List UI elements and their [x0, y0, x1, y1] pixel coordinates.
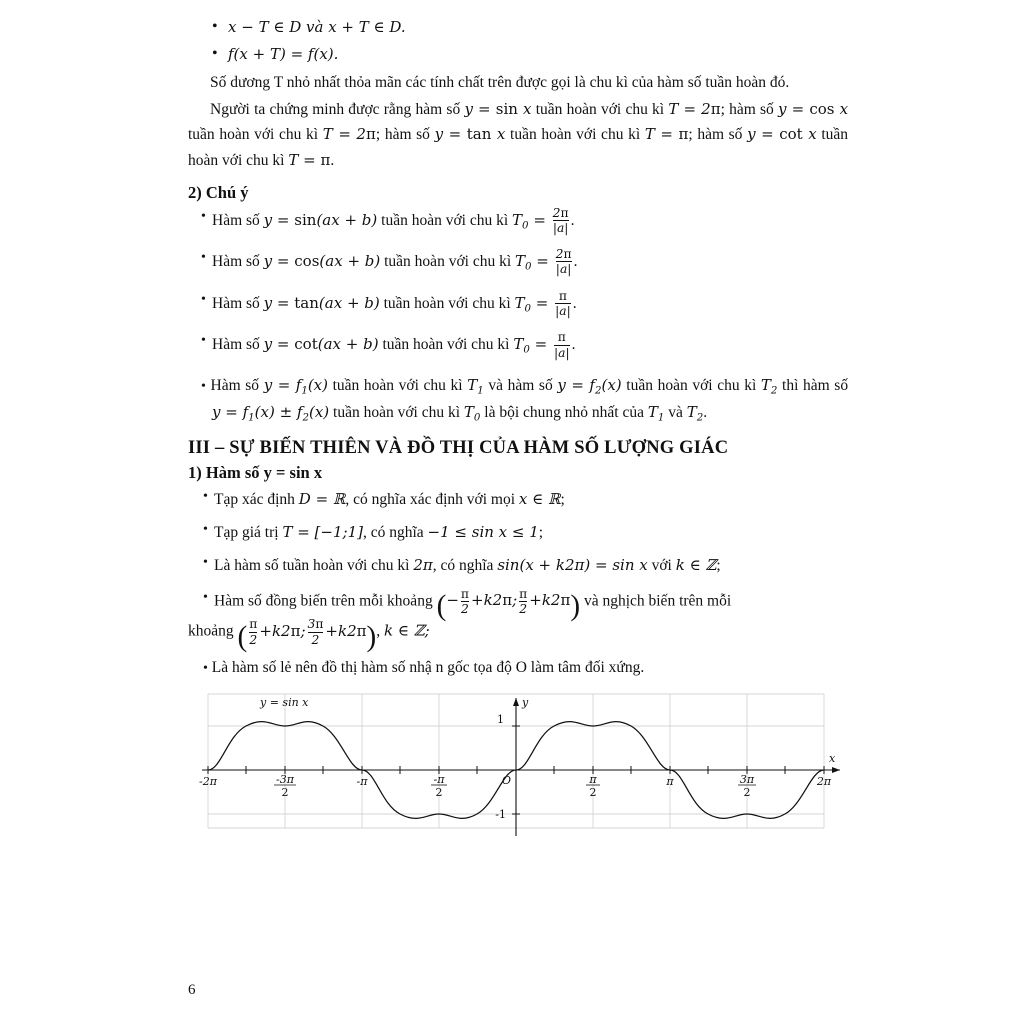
text-fragment: và	[668, 403, 683, 421]
bullet-glyph: •	[201, 378, 206, 394]
bullet-glyph: •	[203, 660, 208, 676]
list-item: • Hàm số y = tan(ax + b) tuần hoàn với chu kì $T_0$ = $\frac{\pi}{|a|}$ .	[212, 290, 848, 319]
text-fragment: tuần hoàn với chu kì	[188, 126, 849, 169]
text-fragment: Là hàm số lẻ nên đồ thị hàm số nhậ n gốc tọa độ O làm tâm đối xứng.	[211, 658, 645, 676]
list-item: • Hàm số y = sin(ax + b) tuần hoàn với chu kì $T_0$ = $\frac{2\pi}{|a|}$ .	[212, 207, 848, 236]
math-func-name: sin	[294, 210, 317, 229]
text-fragment: chu kì	[717, 376, 757, 394]
list-item	[214, 553, 848, 579]
text-fragment: ;	[560, 491, 565, 509]
math-T2-b: $T_2$	[686, 402, 704, 423]
x-axis-arrow	[832, 767, 840, 773]
x-tick-label-2pi: 2π	[816, 775, 832, 789]
svg-text:2: 2	[281, 786, 289, 800]
math-y-cot-x: y = cot x	[747, 125, 817, 144]
math-expression: f(x + T) = f(x).	[228, 45, 339, 64]
svg-text:2: 2	[743, 786, 751, 800]
math-y-cos-x: y = cos x	[778, 100, 849, 119]
list-item	[228, 41, 848, 68]
math-func-name: tan	[294, 293, 319, 312]
text-fragment: và hàm số	[488, 376, 553, 394]
svg-text:3π: 3π	[739, 773, 755, 787]
subsection-title: 1) Hàm số y = sin x	[188, 463, 323, 483]
text-fragment: Hàm số	[212, 253, 260, 271]
text-fragment: Hàm số	[212, 294, 260, 312]
top-bullet-list	[188, 14, 848, 68]
text-fragment: hàm số	[697, 126, 743, 144]
text-fragment: và nghịch biến trên mỗi	[583, 592, 732, 610]
text-fragment: ;	[716, 556, 721, 574]
math-f2: $y = f_2(x)$	[557, 375, 622, 397]
page-content	[188, 14, 848, 846]
x-tick-label-pi-2	[586, 773, 600, 799]
note-sum-period: • Hàm số $y = f_1(x)$ tuần hoàn với chu kì $T_1$ và hàm số $y = f_2(x)$ tuần hoàn với chu kì $T_2$ thì hàm số $y = f_1(x) \pm f_2(x)$ tuần hoàn với chu kì $T_0$ là bội chung nhỏ nhất của $T_1$ và $T_2$.	[201, 375, 849, 423]
y-axis-arrow	[513, 698, 519, 706]
odd-function-line	[188, 655, 848, 681]
math-y-tan-x: y = tan x	[434, 125, 506, 144]
text-fragment: khoảng	[188, 622, 234, 640]
text-fragment: tuần hoàn với chu kì	[535, 101, 665, 119]
math-T-pi: T = π	[644, 125, 689, 144]
x-tick-label-negpi: -π	[356, 775, 368, 789]
text-fragment: với	[651, 556, 672, 574]
list-item	[214, 520, 848, 546]
text-fragment: tuần hoàn với chu kì	[382, 336, 510, 354]
x-tick-label-pi: π	[666, 775, 674, 789]
text-fragment: tuần hoàn với chu kì	[381, 211, 509, 229]
x-tick-label-negpi-2	[431, 773, 447, 799]
math-T1: $T_1$	[467, 375, 484, 397]
text-fragment: , có nghĩa	[362, 524, 424, 542]
sine-graph	[188, 686, 848, 846]
y-tick-label-neg1: -1	[495, 808, 506, 822]
math-function: y = tan(ax + b)	[263, 293, 380, 312]
math-x-in-R: x ∈ ℝ	[518, 490, 561, 509]
decreasing-interval-line: khoảng ( $\frac{\pi}{2}$ +k2π; $\frac{3\pi}{2}$ +k2π), k ∈ ℤ;	[188, 617, 430, 653]
math-T-2pi: T = 2π	[668, 100, 721, 119]
text-fragment: Hàm số	[212, 211, 260, 229]
list-item: • Hàm số y = cos(ax + b) tuần hoàn với chu kì $T_0$ = $\frac{2\pi}{|a|}$ .	[212, 248, 848, 277]
paragraph-period-definition: Số dương T nhỏ nhất thỏa mãn các tính chất trên được gọi là chu kì của hàm số tuần hoàn đó.	[210, 74, 790, 92]
text-fragment: Hàm số đồng biến trên mỗi khoảng	[214, 592, 433, 610]
text-fragment: hàm số	[729, 101, 774, 119]
text-fragment: Người ta chứng minh được rằng hàm số	[210, 101, 461, 119]
math-T0: $T_0$	[463, 402, 481, 423]
svg-text:π: π	[589, 773, 597, 787]
math-increasing-interval: (− $\frac{\pi}{2}$ +k2π; $\frac{\pi}{2}$ +k2π)	[436, 586, 581, 623]
math-decreasing-interval: ( $\frac{\pi}{2}$ +k2π; $\frac{3\pi}{2}$ +k2π)	[237, 617, 377, 653]
text-fragment: của	[622, 403, 644, 421]
math-domain: D = ℝ	[298, 490, 346, 509]
math-period-2pi: 2π	[413, 555, 433, 574]
text-fragment: Hàm số	[210, 376, 260, 394]
math-func-arg: (ax + b)	[316, 210, 378, 229]
math-function: y = cot(ax + b)	[263, 335, 379, 354]
text-fragment: tuần hoàn với chu kì	[510, 126, 641, 144]
text-fragment: ;	[538, 524, 544, 542]
text-fragment: tuần hoàn với chu kì	[188, 126, 319, 144]
math-inequality: −1 ≤ sin x ≤ 1	[427, 523, 539, 542]
text-fragment: , có nghĩa xác định với mọi	[345, 491, 516, 509]
x-tick-label-3pi-2	[738, 773, 756, 799]
math-y-sin-x: y = sin x	[464, 100, 532, 119]
chart-axes	[202, 698, 840, 836]
sine-graph-svg	[188, 686, 848, 846]
heading-note: 2) Chú ý	[188, 182, 249, 202]
text-fragment: là bội chung nhỏ nhất	[484, 403, 619, 421]
math-T2: $T_2$	[760, 375, 778, 397]
math-k-in-Z-2: k ∈ ℤ;	[384, 621, 430, 640]
text-fragment: tuần hoàn với	[626, 376, 713, 394]
math-T1-b: $T_1$	[647, 402, 665, 423]
text-fragment: Là hàm số tuần hoàn với chu kì	[214, 556, 410, 574]
text-fragment: hàm số	[384, 126, 430, 144]
math-func-arg: (ax + b)	[318, 293, 380, 312]
math-period: $T_0$ = $\frac{\pi}{|a|}$	[514, 288, 571, 319]
math-k-in-Z: k ∈ ℤ	[675, 555, 717, 574]
note-list	[188, 207, 848, 360]
text-fragment: tuần hoàn với chu kì	[332, 376, 463, 394]
text-fragment: , có nghĩa	[432, 556, 494, 574]
math-range: T = [−1;1]	[282, 523, 363, 542]
math-function: y = cos(ax + b)	[263, 252, 381, 271]
math-f1-pm-f2: $y = f_1(x) \pm f_2(x)$	[212, 402, 330, 423]
curve-label: y = sin x	[260, 696, 309, 710]
math-func-arg: (ax + b)	[317, 335, 379, 354]
math-periodic-identity: sin(x + k2π) = sin x	[497, 555, 648, 574]
svg-text:2: 2	[589, 786, 597, 800]
list-item	[214, 586, 848, 623]
page-number: 6	[188, 982, 196, 998]
text-fragment: Tạp giá trị	[214, 524, 279, 542]
svg-text:-π: -π	[433, 773, 445, 787]
section-title: III – SỰ BIẾN THIÊN VÀ ĐỒ THỊ CỦA HÀM SỐ LƯỢNG GIÁC	[188, 438, 729, 459]
math-T-2pi-2: T = 2π	[322, 125, 376, 144]
math-period: $T_0$ = $\frac{2\pi}{|a|}$	[515, 247, 572, 277]
math-func-name: cos	[294, 252, 320, 271]
math-f1: $y = f_1(x)$	[263, 375, 328, 397]
text-fragment: tuần hoàn với chu kì	[384, 253, 512, 271]
text-fragment: Hàm số	[212, 336, 260, 354]
math-period: $T_0$ = $\frac{2\pi}{|a|}$	[512, 205, 569, 235]
svg-text:2: 2	[435, 786, 443, 800]
x-tick-label-neg2pi: -2π	[199, 775, 217, 789]
list-item: • Hàm số y = cot(ax + b) tuần hoàn với chu kì $T_0$ = $\frac{\pi}{|a|}$ .	[212, 331, 848, 360]
math-period: $T_0$ = $\frac{\pi}{|a|}$	[513, 330, 570, 360]
text-fragment: Tạp xác định	[214, 491, 295, 509]
x-tick-label-neg3pi-2	[274, 773, 296, 799]
sin-properties-list	[188, 487, 848, 623]
math-func-name: cot	[294, 335, 318, 354]
text-fragment: tuần hoàn với chu kì	[333, 403, 461, 421]
origin-label: O	[502, 774, 512, 788]
x-axis-label: x	[829, 752, 836, 766]
list-item	[228, 14, 848, 41]
y-tick-label-1: 1	[497, 713, 504, 727]
math-function: y = sin(ax + b)	[263, 210, 378, 229]
text-fragment: thì hàm số	[782, 376, 849, 394]
svg-text:-3π: -3π	[276, 773, 294, 787]
math-func-arg: (ax + b)	[319, 252, 381, 271]
text-fragment: tuần hoàn với chu kì	[383, 294, 511, 312]
y-axis-label: y	[522, 696, 529, 710]
list-item	[214, 487, 848, 513]
math-expression: x − T ∈ D và x + T ∈ D.	[228, 18, 406, 36]
paragraph-known-periods: Người ta chứng minh được rằng hàm số y = sin x tuần hoàn với chu kì T = 2π; hàm số y = cos x tuần hoàn với chu kì T = 2π; hàm số y = tan x tuần hoàn với chu kì T = π; hàm số y = cot x tuần hoàn với chu kì T = π.	[188, 100, 849, 169]
math-T-pi-2: T = π	[288, 150, 331, 169]
